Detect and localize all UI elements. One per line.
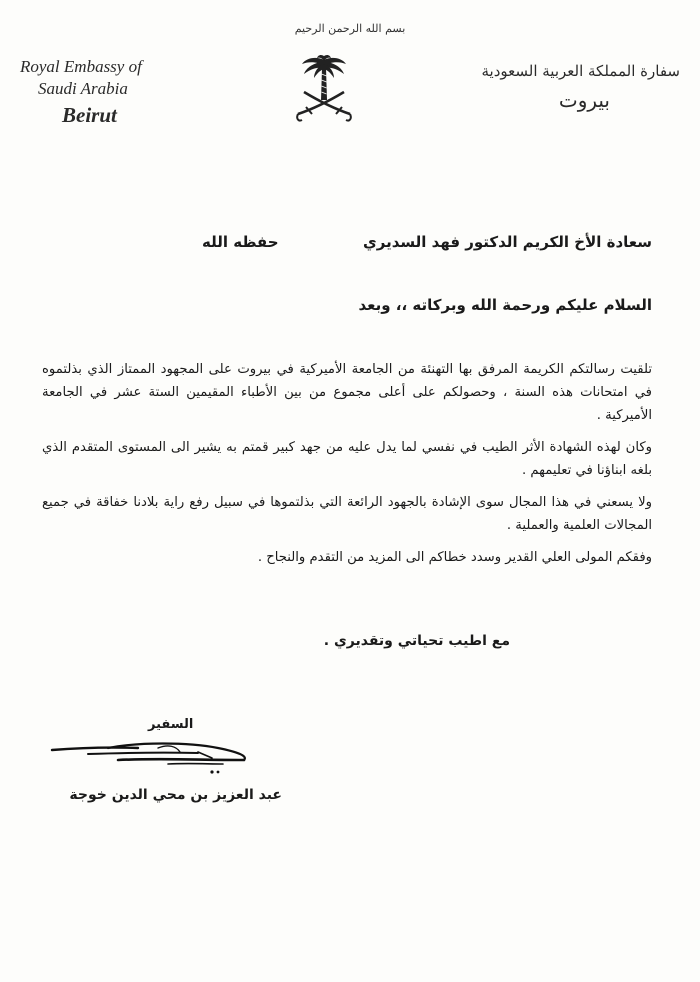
letterhead-en-line3: Beirut [62,103,117,127]
addressee: سعادة الأخ الكريم الدكتور فهد السديري [363,233,652,251]
closing: مع اطيب تحياتي وتقديري . [323,633,510,649]
basmala: بسم الله الرحمن الرحيم [294,22,406,35]
addressee-line [42,233,652,257]
signature-title: السفير [148,717,194,732]
paragraph: تلقيت رسالتكم الكريمة المرفق بها التهنئة من الجامعة الأميركية في بيروت على المجهود الممتاز الذي بذلتموه في امتحانات هذه السنة ، وحصولكم على أعلى مجموع من بين الأطباء المقيمين الستة عشر في الجامعة الأميركية . [42,362,652,423]
letterhead-en-line2: Saudi Arabia [38,79,128,98]
paragraph: وكان لهذه الشهادة الأثر الطيب في نفسي لما يدل عليه من جهد كبير قمتم به يشير الى المستوى المتقدم الذي بلغه ابناؤنا في تعليمهم . [42,440,652,478]
honorific: حفظه الله [202,233,279,251]
letterhead-ar-line1: سفارة المملكة العربية السعودية [481,62,680,80]
english-letterhead [20,56,220,126]
paragraph: وفقكم المولى العلي القدير وسدد خطاكم الى المزيد من التقدم والنجاح . [257,550,652,565]
signature-name: عبد العزيز بن محي الدين خوجة [69,787,282,803]
paragraph: ولا يسعني في هذا المجال سوى الإشادة بالجهود الرائعة التي بذلتموها في سبيل رفع راية بلادنا خفاقة في جميع المجالات العلمية والعملية . [42,495,652,533]
arabic-letterhead [480,62,680,112]
letterhead-ar-line2: بيروت [558,88,610,112]
saudi-emblem-icon [292,52,356,124]
letter-body [42,358,652,578]
handwritten-signature-icon [48,738,258,783]
letterhead-en-line1: Royal Embassy of [20,57,142,76]
greeting: السلام عليكم ورحمة الله وبركاته ،، وبعد [358,296,652,314]
